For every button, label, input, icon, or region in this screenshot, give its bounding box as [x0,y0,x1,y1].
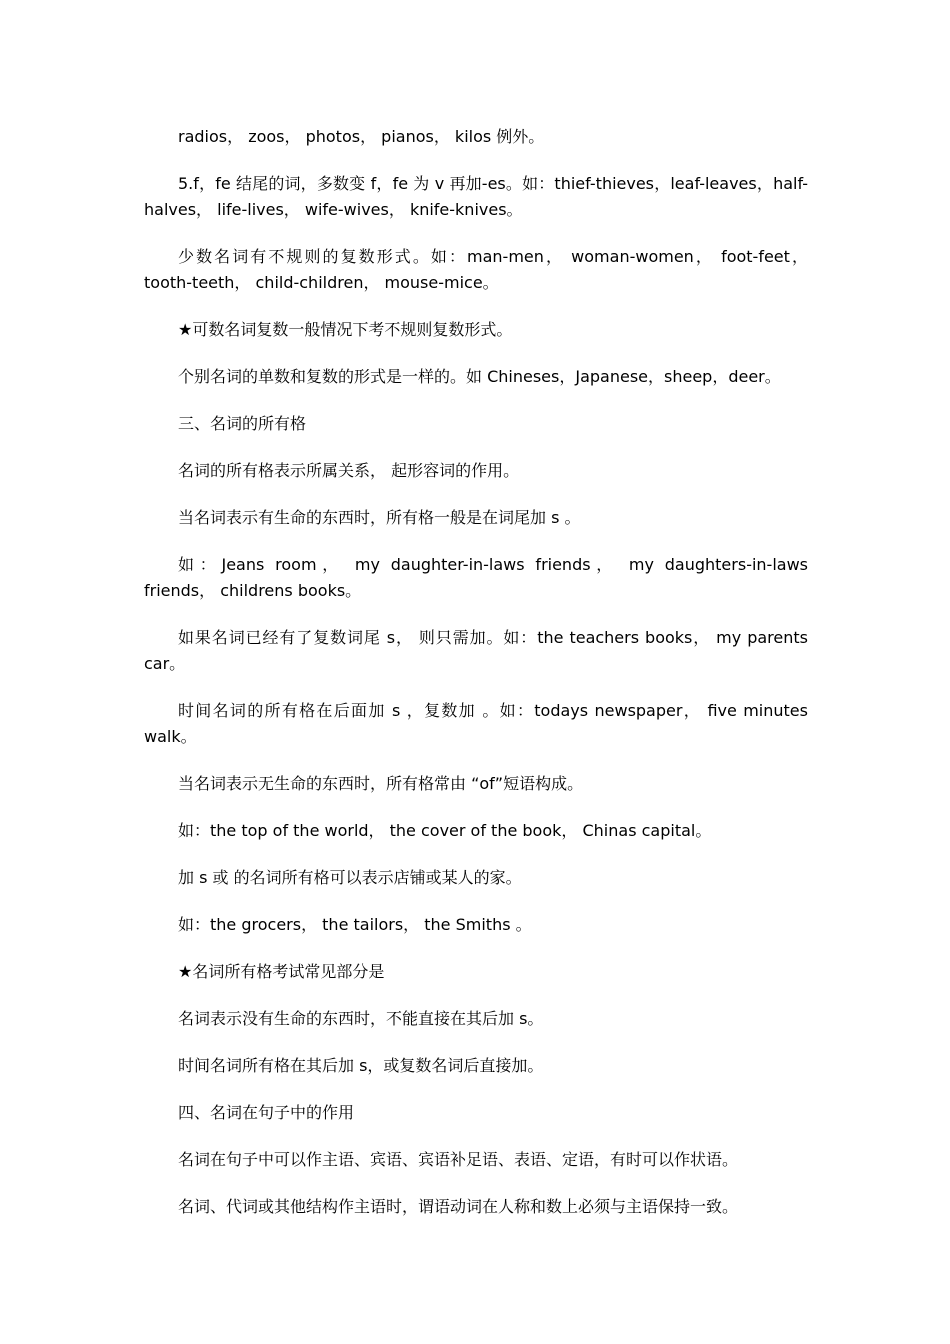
paragraph-exam-note-plurals: ★可数名词复数一般情况下考不规则复数形式。 [178,320,513,339]
paragraph-noun-roles: 名词在句子中可以作主语、宾语、宾语补足语、表语、定语，有时可以作状语。 [178,1150,739,1169]
paragraph-irregular-plurals: 少数名词有不规则的复数形式。如：man-men， woman-women， foot-feet，tooth-teeth， child-children， mouse-mice。 [144,247,808,292]
paragraph-inanimate-of: 当名词表示无生命的东西时，所有格常由 “of”短语构成。 [178,774,584,793]
paragraph-shop-examples: 如：the grocers， the tailors， the Smiths 。 [178,915,532,934]
paragraph-animate-examples: 如：Jeans room， my daughter-in-laws friends， my daughters-in-laws friends， childrens books。 [144,555,808,600]
paragraph-possessive-meaning: 名词的所有格表示所属关系， 起形容词的作用。 [178,461,520,480]
paragraph-radios-exception: radios， zoos， photos， pianos， kilos 例外。 [178,127,545,146]
paragraph-time-rule: 时间名词所有格在其后加 s，或复数名词后直接加。 [178,1056,544,1075]
paragraph-f-fe-rule: 5.f，fe 结尾的词，多数变 f，fe 为 v 再加-es。如：thief-thieves，leaf-leaves，half-halves， life-lives， wife-wives， knife-knives。 [144,174,808,219]
paragraph-same-singular-plural: 个别名词的单数和复数的形式是一样的。如 Chineses，Japanese，sheep，deer。 [178,367,781,386]
paragraph-animate-possessive: 当名词表示有生命的东西时，所有格一般是在词尾加 s 。 [178,508,581,527]
paragraph-exam-note-possessive: ★名词所有格考试常见部分是 [178,962,385,981]
paragraph-subject-verb-agreement: 名词、代词或其他结构作主语时，谓语动词在人称和数上必须与主语保持一致。 [178,1197,739,1216]
section-heading-possessive: 三、名词的所有格 [178,414,307,433]
paragraph-plural-s-possessive: 如果名词已经有了复数词尾 s， 则只需加。如：the teachers books， my parents car。 [144,628,808,673]
document-body [144,124,808,1241]
paragraph-shop-home: 加 s 或 的名词所有格可以表示店铺或某人的家。 [178,868,522,887]
paragraph-time-noun-possessive: 时间名词的所有格在后面加 s ，复数加 。如：todays newspaper， five minutes walk。 [144,701,808,746]
section-heading-noun-function: 四、名词在句子中的作用 [178,1103,355,1122]
paragraph-of-examples: 如：the top of the world， the cover of the book， Chinas capital。 [178,821,712,840]
paragraph-inanimate-rule: 名词表示没有生命的东西时，不能直接在其后加 s。 [178,1009,544,1028]
